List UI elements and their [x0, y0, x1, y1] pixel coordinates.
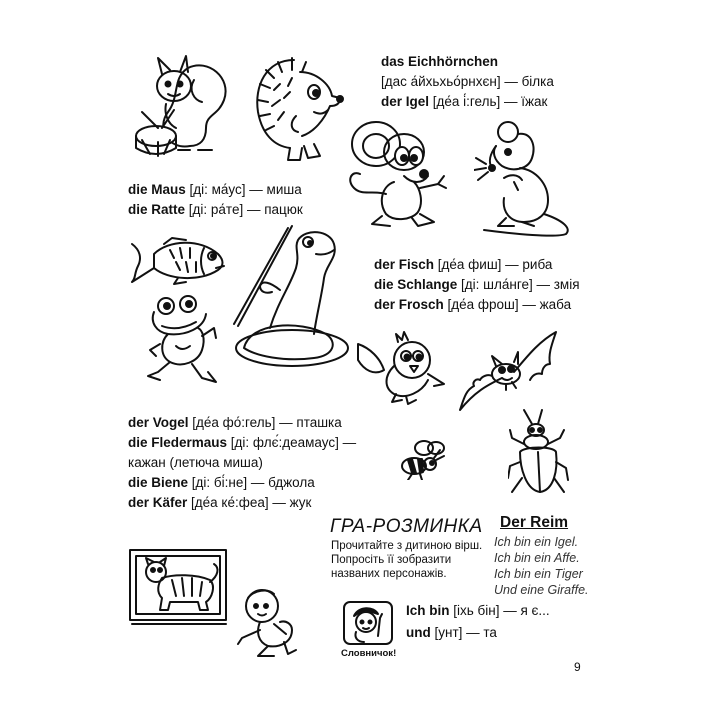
- page-number: 9: [574, 660, 581, 674]
- dict-entry-ich-bin: [406, 601, 550, 621]
- dict-word: Ich bin: [406, 603, 450, 618]
- vocab-eichhoernchen: [381, 52, 498, 72]
- vocab-translation: кажан (летюча миша): [128, 455, 263, 470]
- rat-icon: [474, 118, 582, 238]
- vocab-word: das Eichhörnchen: [381, 54, 499, 69]
- fish-icon: [128, 236, 228, 286]
- vocab-word: die Biene: [128, 475, 189, 490]
- game-text-line: названих персонажів.: [331, 568, 447, 580]
- bee-icon: [398, 436, 448, 480]
- vocab-ratte: [128, 200, 303, 220]
- vocab-translation: [де́а фо́:гель] — пташка: [188, 415, 342, 430]
- game-text: [331, 539, 482, 581]
- mouse-icon: [342, 118, 460, 233]
- vocab-fledermaus: [128, 433, 356, 453]
- vocab-frosch: [374, 295, 571, 315]
- vocab-translation: [ді: ра́те] — пацюк: [185, 202, 303, 217]
- vocab-translation: [де́а і́:гель] — їжак: [429, 94, 548, 109]
- vocab-kaefer: [128, 493, 311, 513]
- vocab-word: der Vogel: [128, 415, 189, 430]
- vocab-biene: [128, 473, 315, 493]
- dict-translation: [унт] — та: [430, 625, 497, 640]
- vocab-word: die Fledermaus: [128, 435, 228, 450]
- beetle-icon: [508, 408, 570, 500]
- vocab-translation: [дас а́йхьхьо́рнхєн] — білка: [381, 74, 554, 89]
- vocab-vogel: [128, 413, 342, 433]
- snake-icon: [230, 222, 356, 372]
- game-title: ГРА-РОЗМИНКА: [330, 516, 483, 537]
- dictionary-mascot-icon: [342, 600, 394, 646]
- vocab-translation: [ді: флє́:деамаус] —: [227, 435, 357, 450]
- reim-title: Der Reim: [500, 514, 569, 531]
- poem-line: Ich bin ein Tiger: [494, 567, 583, 581]
- reim-poem: [494, 534, 589, 598]
- vocab-word: die Ratte: [128, 202, 186, 217]
- vocab-word: der Fisch: [374, 257, 435, 272]
- vocab-translation: [де́а ке́:феа] — жук: [187, 495, 312, 510]
- vocab-word: der Käfer: [128, 495, 188, 510]
- vocab-word: die Maus: [128, 182, 186, 197]
- vocab-fisch: [374, 255, 552, 275]
- vocab-translation: [ді: шла́нге] — змія: [457, 277, 580, 292]
- dict-entry-und: [406, 623, 497, 643]
- tiger-picture-icon: [126, 546, 230, 628]
- game-text-line: Попросіть її зобразити: [331, 554, 452, 566]
- vocab-eichhoernchen-translation: [381, 72, 554, 92]
- vocab-translation: [де́а фрош] — жаба: [443, 297, 572, 312]
- vocab-word: der Igel: [381, 94, 430, 109]
- poem-line: Und eine Giraffe.: [494, 583, 589, 597]
- frog-icon: [146, 294, 218, 386]
- hedgehog-icon: [244, 50, 344, 165]
- vocab-translation: [ді: ма́ус] — миша: [185, 182, 302, 197]
- bird-icon: [354, 330, 450, 406]
- game-text-line: Прочитайте з дитиною вірш.: [331, 540, 483, 552]
- dictionary-label: Словничок!: [341, 648, 397, 659]
- bat-icon: [456, 328, 560, 412]
- vocab-translation: [де́а фиш] — риба: [434, 257, 553, 272]
- vocab-maus: [128, 180, 302, 200]
- vocab-word: der Frosch: [374, 297, 444, 312]
- poem-line: Ich bin ein Igel.: [494, 535, 579, 549]
- poem-line: Ich bin ein Affe.: [494, 551, 580, 565]
- vocab-word: die Schlange: [374, 277, 458, 292]
- baby-icon: [234, 584, 298, 660]
- dict-translation: [іхь бін] — я є...: [449, 603, 550, 618]
- squirrel-icon: [128, 50, 240, 162]
- vocab-translation: [ді: бі́:не] — бджола: [188, 475, 315, 490]
- dict-word: und: [406, 625, 431, 640]
- vocab-schlange: [374, 275, 580, 295]
- vocab-fledermaus-translation: [128, 453, 263, 473]
- vocab-igel: [381, 92, 547, 112]
